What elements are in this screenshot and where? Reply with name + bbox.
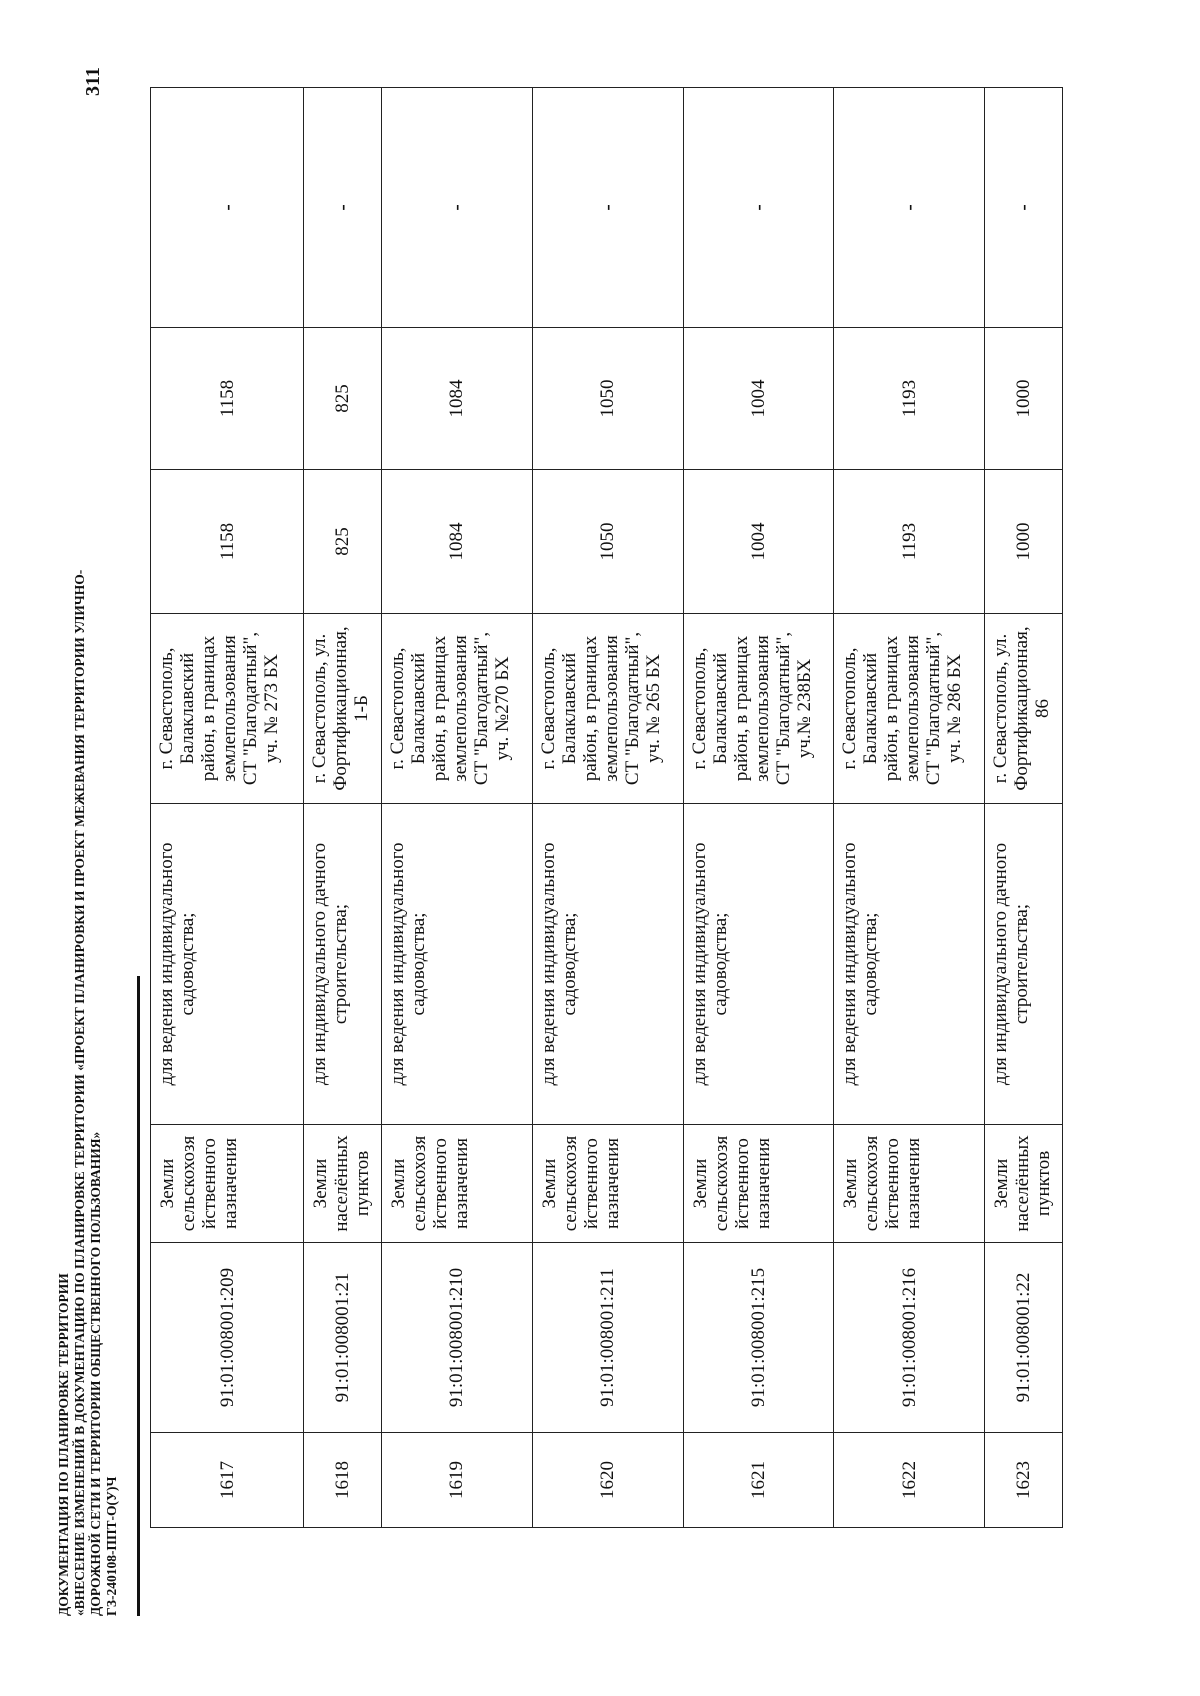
cell-address-line: землепользования xyxy=(902,635,924,782)
cell-land-category xyxy=(381,1125,532,1243)
cell-land-category xyxy=(151,1125,304,1243)
cell-address xyxy=(683,614,834,804)
cell-area-calculated: 1004 xyxy=(683,328,834,470)
cell-cadastral-number: 91:01:008001:211 xyxy=(532,1243,683,1433)
cell-land-category xyxy=(532,1125,683,1243)
cell-permitted-use-line: для ведения индивидуального xyxy=(688,842,710,1086)
cell-address-line: Фортификационная, xyxy=(330,626,352,791)
cell-area-documented: 1084 xyxy=(381,470,532,614)
cell-land-category-line: Земли xyxy=(689,1158,711,1209)
cell-address-line: г. Севастополь, xyxy=(839,647,861,770)
header-rule xyxy=(137,976,140,1616)
cell-address-line: СТ "Благодатный", xyxy=(923,631,945,786)
cell-address-line: 86 xyxy=(1032,699,1054,718)
cell-land-category-line: пунктов xyxy=(1033,1150,1055,1217)
cell-land-category-line: назначения xyxy=(220,1138,241,1230)
cell-permitted-use-line: для ведения индивидуального xyxy=(839,842,861,1086)
cell-land-category-line: назначения xyxy=(450,1138,472,1230)
cell-permitted-use-line: для ведения индивидуального xyxy=(386,842,408,1086)
cell-address xyxy=(834,614,985,804)
cell-address-line: Фортификационная, xyxy=(1011,626,1033,791)
cell-land-category-line: назначения xyxy=(903,1138,925,1230)
header-line: ГЗ-240108-ППТ-О(У)Ч xyxy=(104,1476,119,1616)
cell-land-category-line: йственного xyxy=(882,1138,904,1229)
cell-area-documented: 825 xyxy=(304,470,382,614)
cell-address-line: Балаклавский xyxy=(177,652,198,765)
cell-address-line: район, в границах xyxy=(198,635,219,782)
cell-land-category-line: назначения xyxy=(752,1138,774,1230)
cell-address-line: г. Севастополь, xyxy=(537,647,559,770)
cell-area-documented: 1004 xyxy=(683,470,834,614)
cell-land-category-line: Земли xyxy=(538,1158,560,1209)
cell-land-category xyxy=(304,1125,382,1243)
cell-permitted-use-line: для индивидуального дачного xyxy=(990,842,1012,1086)
table-row xyxy=(381,88,532,1528)
cell-address-line: уч. №270 БХ xyxy=(491,656,513,761)
cell-land-category-line: пунктов xyxy=(352,1150,374,1217)
cell-number: 1621 xyxy=(683,1433,834,1528)
cell-permitted-use-line: для ведения индивидуального xyxy=(537,842,559,1086)
table-row xyxy=(683,88,834,1528)
cell-note: - xyxy=(151,88,304,328)
header-line: ДОКУМЕНТАЦИЯ ПО ПЛАНИРОВКЕ ТЕРРИТОРИИ xyxy=(56,1273,71,1616)
cell-permitted-use-line: для индивидуального дачного xyxy=(309,842,331,1086)
cell-address-line: землепользования xyxy=(449,635,471,782)
cell-note: - xyxy=(304,88,382,328)
cell-address-line: 1-Б xyxy=(351,695,373,722)
cell-permitted-use xyxy=(151,804,304,1125)
cell-cadastral-number: 91:01:008001:209 xyxy=(151,1243,304,1433)
cell-land-category xyxy=(834,1125,985,1243)
cell-permitted-use xyxy=(381,804,532,1125)
cell-note: - xyxy=(683,88,834,328)
cell-note: - xyxy=(381,88,532,328)
cell-permitted-use-line: садоводства; xyxy=(558,912,580,1016)
table-body xyxy=(151,88,1063,1528)
cell-permitted-use-line: строительства; xyxy=(1011,903,1033,1025)
cell-address-line: г. Севастополь, xyxy=(386,647,408,770)
cell-address-line: район, в границах xyxy=(730,635,752,782)
cell-land-category-line: сельскохозя xyxy=(710,1135,732,1232)
cell-address-line: землепользования xyxy=(219,635,240,782)
page-number: 311 xyxy=(82,67,104,96)
cell-area-documented: 1158 xyxy=(151,470,304,614)
cell-number: 1623 xyxy=(985,1433,1063,1528)
cell-address xyxy=(985,614,1063,804)
cell-number: 1620 xyxy=(532,1433,683,1528)
cell-area-calculated: 1158 xyxy=(151,328,304,470)
table-row xyxy=(304,88,382,1528)
cell-address-line: уч. № 286 БХ xyxy=(944,654,966,763)
cell-land-category-line: Земли xyxy=(840,1158,862,1209)
cell-address-line: Балаклавский xyxy=(558,652,580,765)
table-row xyxy=(834,88,985,1528)
table-row xyxy=(151,88,304,1528)
cell-area-documented: 1050 xyxy=(532,470,683,614)
cell-permitted-use-line: садоводства; xyxy=(407,912,429,1016)
cell-permitted-use-line: садоводства; xyxy=(177,912,198,1016)
table-row xyxy=(985,88,1063,1528)
cell-note: - xyxy=(985,88,1063,328)
cell-address xyxy=(304,614,382,804)
cell-land-category-line: сельскохозя xyxy=(178,1135,199,1232)
cell-address xyxy=(381,614,532,804)
cell-address-line: уч.№ 238БХ xyxy=(793,658,815,759)
cell-land-category-line: Земли xyxy=(310,1158,332,1209)
cell-number: 1622 xyxy=(834,1433,985,1528)
cell-permitted-use-line: строительства; xyxy=(330,903,352,1025)
cell-number: 1618 xyxy=(304,1433,382,1528)
cell-address-line: г. Севастополь, ул. xyxy=(990,633,1012,784)
cell-number: 1619 xyxy=(381,1433,532,1528)
cell-address-line: Балаклавский xyxy=(860,652,882,765)
cell-address-line: СТ "Благодатный", xyxy=(772,631,794,786)
cell-land-category-line: Земли xyxy=(157,1158,178,1209)
cell-address-line: землепользования xyxy=(600,635,622,782)
cell-address-line: район, в границах xyxy=(579,635,601,782)
cell-area-calculated: 1193 xyxy=(834,328,985,470)
cell-land-category-line: назначения xyxy=(601,1138,623,1230)
cell-land-category xyxy=(683,1125,834,1243)
cell-note: - xyxy=(834,88,985,328)
cell-permitted-use-line: садоводства; xyxy=(709,912,731,1016)
cell-permitted-use xyxy=(683,804,834,1125)
table-row xyxy=(532,88,683,1528)
header-line: ДОРОЖНОЙ СЕТИ И ТЕРРИТОРИИ ОБЩЕСТВЕННОГО ПОЛЬЗОВАНИЯ» xyxy=(88,1131,103,1616)
cell-address-line: СТ "Благодатный", xyxy=(240,631,261,786)
header-line: «ВНЕСЕНИЕ ИЗМЕНЕНИЙ В ДОКУМЕНТАЦИЮ ПО ПЛАНИРОВКЕ ТЕРРИТОРИИ «ПРОЕКТ ПЛАНИРОВКИ И ПРОЕКТ МЕЖЕВАНИЯ ТЕРРИТОРИИ УЛИЧНО- xyxy=(72,569,87,1616)
cell-address-line: СТ "Благодатный", xyxy=(621,631,643,786)
cell-land-category-line: населённых xyxy=(1012,1135,1034,1232)
cell-area-calculated: 1050 xyxy=(532,328,683,470)
cell-permitted-use-line: для ведения индивидуального xyxy=(156,842,177,1086)
cell-land-category-line: йственного xyxy=(731,1138,753,1229)
cell-number: 1617 xyxy=(151,1433,304,1528)
cell-land-category-line: сельскохозя xyxy=(861,1135,883,1232)
cell-address-line: г. Севастополь, xyxy=(688,647,710,770)
cell-address-line: г. Севастополь, xyxy=(156,647,177,770)
cell-permitted-use xyxy=(532,804,683,1125)
cell-area-calculated: 825 xyxy=(304,328,382,470)
cell-land-category-line: сельскохозя xyxy=(408,1135,430,1232)
cell-area-calculated: 1000 xyxy=(985,328,1063,470)
cell-address-line: Балаклавский xyxy=(709,652,731,765)
cell-area-calculated: 1084 xyxy=(381,328,532,470)
cell-permitted-use xyxy=(834,804,985,1125)
cell-address-line: уч. № 265 БХ xyxy=(642,654,664,763)
cell-land-category-line: Земли xyxy=(387,1158,409,1209)
cell-cadastral-number: 91:01:008001:216 xyxy=(834,1243,985,1433)
cell-cadastral-number: 91:01:008001:21 xyxy=(304,1243,382,1433)
cell-address-line: СТ "Благодатный", xyxy=(470,631,492,786)
cell-area-documented: 1193 xyxy=(834,470,985,614)
cell-cadastral-number: 91:01:008001:210 xyxy=(381,1243,532,1433)
cell-permitted-use-line: садоводства; xyxy=(860,912,882,1016)
cell-cadastral-number: 91:01:008001:215 xyxy=(683,1243,834,1433)
cell-address-line: район, в границах xyxy=(881,635,903,782)
cell-address-line: район, в границах xyxy=(428,635,450,782)
cell-cadastral-number: 91:01:008001:22 xyxy=(985,1243,1063,1433)
cell-permitted-use xyxy=(304,804,382,1125)
cell-land-category-line: йственного xyxy=(580,1138,602,1229)
cell-address xyxy=(151,614,304,804)
cell-address xyxy=(532,614,683,804)
cell-address-line: г. Севастополь, ул. xyxy=(309,633,331,784)
document-header xyxy=(56,496,120,1616)
cell-address-line: Балаклавский xyxy=(407,652,429,765)
cell-land-category-line: йственного xyxy=(429,1138,451,1229)
cell-address-line: уч. № 273 БХ xyxy=(261,654,282,763)
cell-area-documented: 1000 xyxy=(985,470,1063,614)
cell-address-line: землепользования xyxy=(751,635,773,782)
cell-land-category-line: Земли xyxy=(991,1158,1013,1209)
cell-land-category-line: сельскохозя xyxy=(559,1135,581,1232)
cell-land-category-line: йственного xyxy=(199,1138,220,1229)
cell-permitted-use xyxy=(985,804,1063,1125)
parcel-table xyxy=(150,87,1063,1528)
cell-land-category-line: населённых xyxy=(331,1135,353,1232)
cell-note: - xyxy=(532,88,683,328)
cell-land-category xyxy=(985,1125,1063,1243)
